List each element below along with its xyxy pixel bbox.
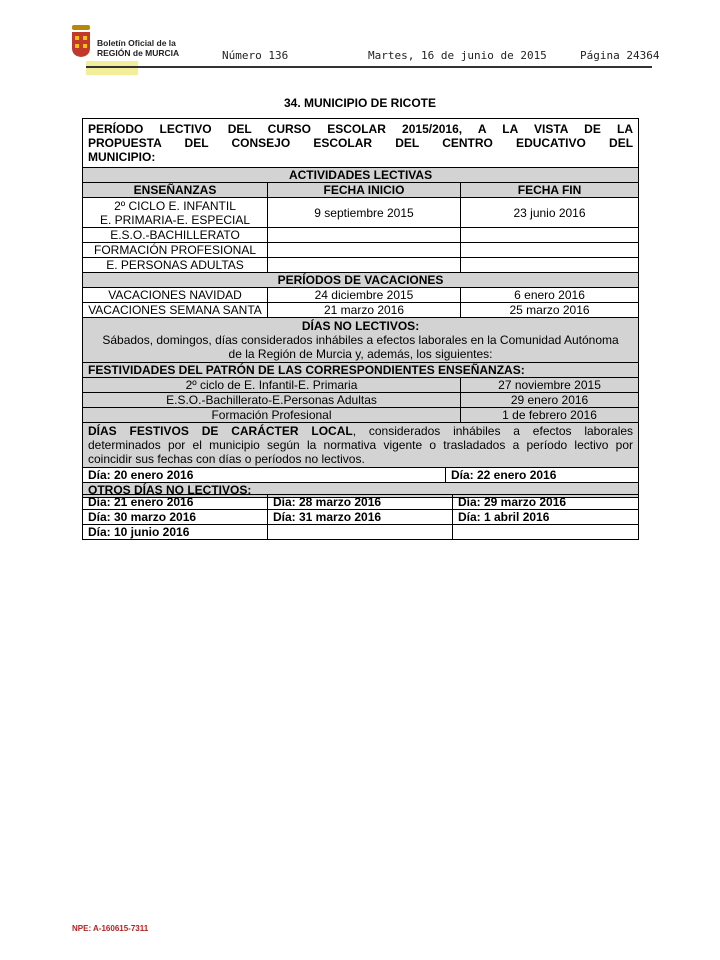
festivos-line [88, 424, 633, 438]
section-title: 34. MUNICIPIO DE RICOTE [283, 96, 437, 110]
vacaciones-row [83, 303, 639, 318]
otros-day: Día: 10 junio 2016 [83, 525, 268, 540]
vacaciones-start: 21 marzo 2016 [268, 303, 461, 318]
festivos-text: , considerados inhábiles a efectos laborales [352, 424, 634, 438]
patron-heading: FESTIVIDADES DEL PATRÓN DE LAS CORRESPONDIENTES ENSEÑANZAS: [83, 363, 639, 378]
fecha-inicio-cell [268, 228, 461, 243]
ensenanza-row [83, 198, 639, 228]
patron-date: 1 de febrero 2016 [461, 408, 639, 423]
otros-row [83, 525, 639, 540]
festivos-text: determinados por el municipio según la normativa vigente o trasladados a período lectivo por [88, 438, 634, 452]
npe-code: NPE: A-160615-7311 [72, 924, 149, 933]
otros-heading: OTROS DÍAS NO LECTIVOS: [83, 483, 639, 498]
page-number: Página 24364 [580, 49, 660, 62]
ensenanza-name: E.S.O.-BACHILLERATO [83, 228, 268, 243]
intro-line: PROPUESTA DEL CONSEJO ESCOLAR DEL CENTRO EDUCATIVO DEL [88, 136, 634, 150]
festivo-day: Día: 22 enero 2016 [446, 468, 639, 483]
vacaciones-heading: PERÍODOS DE VACACIONES [83, 273, 639, 288]
fecha-fin-cell [461, 258, 639, 273]
ensenanza-row [83, 228, 639, 243]
header-rule [86, 66, 652, 68]
vacaciones-name: VACACIONES SEMANA SANTA [83, 303, 268, 318]
patron-row [83, 408, 639, 423]
festivos-heading: DÍAS FESTIVOS DE CARÁCTER LOCAL [88, 424, 353, 438]
otros-day: Día: 1 abril 2016 [453, 510, 639, 525]
publication-name-line1: Boletín Oficial de la [97, 38, 176, 48]
otros-row [83, 495, 639, 510]
festivos-days-row [83, 468, 639, 483]
ensenanza-name [83, 198, 268, 228]
ensenanza-name: FORMACIÓN PROFESIONAL [83, 243, 268, 258]
vacaciones-name: VACACIONES NAVIDAD [83, 288, 268, 303]
fecha-inicio-cell: 9 septiembre 2015 [268, 198, 461, 228]
columns-header-row [83, 183, 639, 198]
issue-number: Número 136 [222, 49, 289, 62]
otros-day: Día: 28 marzo 2016 [268, 495, 453, 510]
otros-day: Día: 21 enero 2016 [83, 495, 268, 510]
col-ensenanzas: ENSEÑANZAS [83, 183, 268, 198]
ensenanza-row [83, 258, 639, 273]
otros-day [453, 525, 639, 540]
vacaciones-end: 6 enero 2016 [461, 288, 639, 303]
otros-day: Día: 30 marzo 2016 [83, 510, 268, 525]
col-fecha-inicio: FECHA INICIO [268, 183, 461, 198]
patron-date: 27 noviembre 2015 [461, 378, 639, 393]
logo-highlight [86, 61, 138, 75]
issue-date: Martes, 16 de junio de 2015 [368, 49, 547, 62]
patron-row [83, 393, 639, 408]
fecha-inicio-cell [268, 243, 461, 258]
patron-heading-row [83, 363, 639, 378]
actividades-heading: ACTIVIDADES LECTIVAS [83, 168, 639, 183]
no-lectivos-cell [83, 318, 639, 363]
no-lectivos-text: de la Región de Murcia y, además, los siguientes: [228, 347, 493, 361]
otros-row [83, 510, 639, 525]
patron-row [83, 378, 639, 393]
patron-date: 29 enero 2016 [461, 393, 639, 408]
vacaciones-start: 24 diciembre 2015 [268, 288, 461, 303]
patron-name: Formación Profesional [83, 408, 461, 423]
patron-name: 2º ciclo de E. Infantil-E. Primaria [83, 378, 461, 393]
otros-day: Día: 29 marzo 2016 [453, 495, 639, 510]
festivos-text: coincidir sus fechas con días o períodos no lectivos. [88, 452, 365, 466]
intro-line: PERÍODO LECTIVO DEL CURSO ESCOLAR 2015/2016, A LA VISTA DE LA [88, 122, 634, 136]
no-lectivos-row [83, 318, 639, 363]
otros-dias-table [82, 494, 639, 540]
school-calendar-table [82, 118, 639, 498]
festivos-row [83, 423, 639, 468]
ensenanza-line: E. PRIMARIA-E. ESPECIAL [99, 212, 251, 227]
intro-line: MUNICIPIO: [88, 150, 156, 164]
fecha-fin-cell [461, 228, 639, 243]
publication-name-line2: REGIÓN de MURCIA [97, 48, 180, 58]
coat-of-arms-icon [70, 24, 92, 58]
ensenanza-row [83, 243, 639, 258]
intro-row [83, 119, 639, 168]
no-lectivos-heading: DÍAS NO LECTIVOS: [301, 319, 420, 333]
actividades-heading-row [83, 168, 639, 183]
fecha-inicio-cell [268, 258, 461, 273]
vacaciones-row [83, 288, 639, 303]
vacaciones-heading-row [83, 273, 639, 288]
vacaciones-end: 25 marzo 2016 [461, 303, 639, 318]
patron-name: E.S.O.-Bachillerato-E.Personas Adultas [83, 393, 461, 408]
ensenanza-name: E. PERSONAS ADULTAS [83, 258, 268, 273]
ensenanza-line: 2º CICLO E. INFANTIL [114, 198, 236, 213]
publication-name [97, 38, 179, 58]
fecha-fin-cell: 23 junio 2016 [461, 198, 639, 228]
otros-day: Día: 31 marzo 2016 [268, 510, 453, 525]
col-fecha-fin: FECHA FIN [461, 183, 639, 198]
festivos-cell [83, 423, 639, 468]
fecha-fin-cell [461, 243, 639, 258]
intro-cell [83, 119, 639, 168]
festivo-day: Día: 20 enero 2016 [83, 468, 446, 483]
otros-day [268, 525, 453, 540]
no-lectivos-text: Sábados, domingos, días considerados inhábiles a efectos laborales en la Comunidad Autónoma [102, 333, 619, 347]
